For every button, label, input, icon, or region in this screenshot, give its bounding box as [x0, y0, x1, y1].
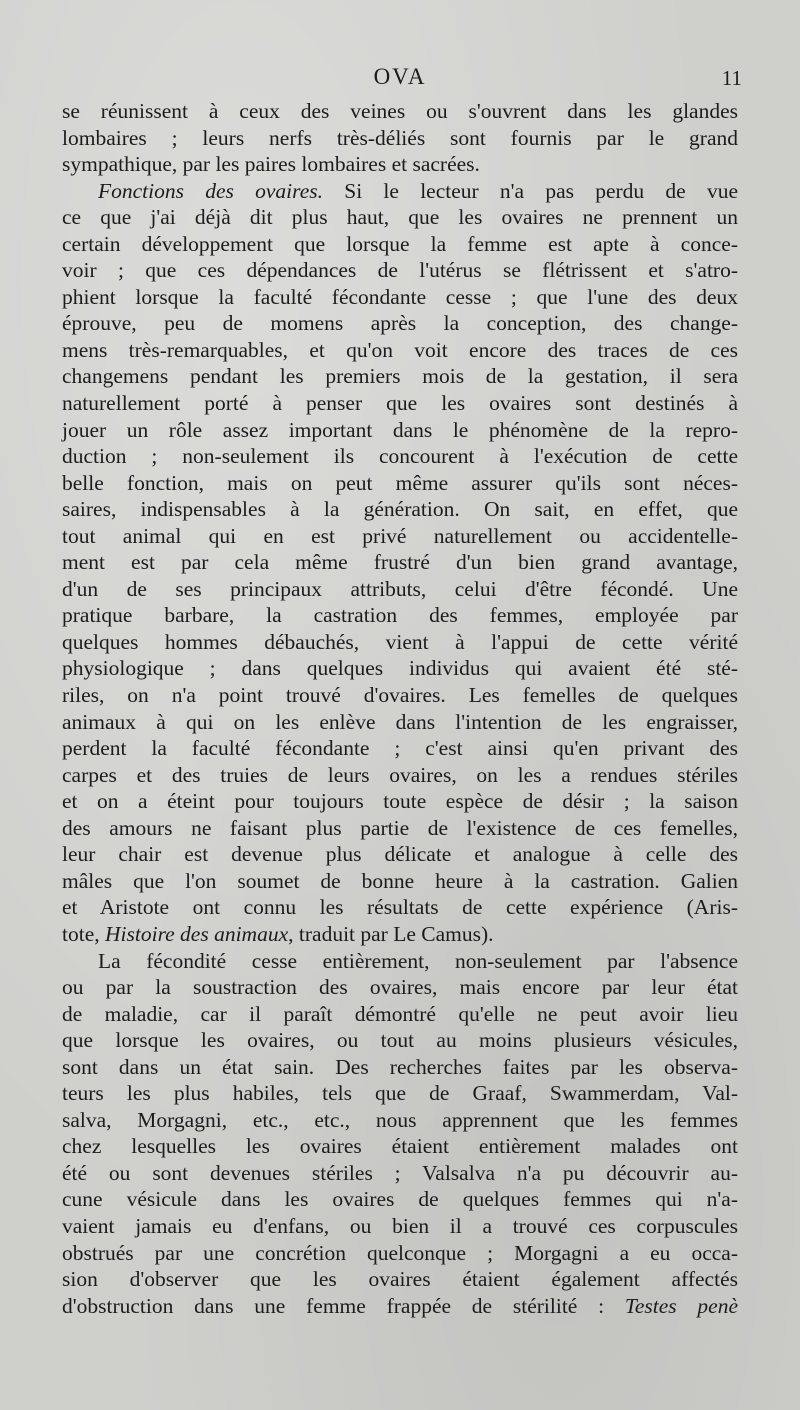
- text-line: été ou sont devenues stériles ; Valsalva n'a pu découvrir au-: [62, 1160, 738, 1185]
- text-line: lombaires ; leurs nerfs très-déliés sont fournis par le grand: [62, 125, 738, 150]
- text-line: La fécondité cesse entièrement, non-seulement par l'absence: [98, 948, 738, 973]
- text-line: éprouve, peu de momens après la conception, des change-: [62, 311, 738, 336]
- text-line: leur chair est devenue plus délicate et analogue à celle des: [62, 842, 738, 867]
- text-line: sont dans un état sain. Des recherches faites par les observa-: [62, 1054, 738, 1079]
- text-line: des amours ne faisant plus partie de l'existence de ces femelles,: [62, 815, 738, 840]
- italic-phrase: Testes penè: [624, 1293, 738, 1318]
- text-line: et Aristote ont connu les résultats de cette expérience (Aris-: [62, 895, 738, 920]
- text-line: d'obstruction dans une femme frappée de stérilité : Testes penè: [62, 1293, 738, 1318]
- text-line: ce que j'ai déjà dit plus haut, que les ovaires ne prennent un: [62, 205, 738, 230]
- text-line: ment est par cela même frustré d'un bien grand avantage,: [62, 550, 738, 575]
- text-line: physiologique ; dans quelques individus qui avaient été sté-: [62, 656, 738, 681]
- text-line: sympathique, par les paires lombaires et sacrées.: [62, 152, 480, 177]
- text-line: que lorsque les ovaires, ou tout au moins plusieurs vésicules,: [62, 1028, 738, 1053]
- text-line: d'un de ses principaux attributs, celui d'être fécondé. Une: [62, 576, 738, 601]
- text-line: teurs les plus habiles, tels que de Graaf, Swammerdam, Val-: [62, 1081, 738, 1106]
- text-line: cune vésicule dans les ovaires de quelques femmes qui n'a-: [62, 1187, 738, 1212]
- text-line: duction ; non-seulement ils concourent à l'exécution de cette: [62, 444, 738, 469]
- text-line: mâles que l'on soumet de bonne heure à la castration. Galien: [62, 868, 738, 893]
- text-line: salva, Morgagni, etc., etc., nous apprennent que les femmes: [62, 1107, 738, 1132]
- text-line: chez lesquelles les ovaires étaient entièrement malades ont: [62, 1134, 738, 1159]
- text-line: de maladie, car il paraît démontré qu'elle ne peut avoir lieu: [62, 1001, 738, 1026]
- text-line: certain développement que lorsque la femme est apte à conce-: [62, 231, 738, 256]
- text-line: phient lorsque la faculté fécondante cesse ; que l'une des deux: [62, 284, 738, 309]
- text-line: tote, Histoire des animaux, traduit par Le Camus).: [62, 921, 494, 946]
- text-line: perdent la faculté fécondante ; c'est ainsi qu'en privant des: [62, 736, 738, 761]
- text-line: naturellement porté à penser que les ovaires sont destinés à: [62, 391, 738, 416]
- text-line: voir ; que ces dépendances de l'utérus se flétrissent et s'atro-: [62, 258, 738, 283]
- text-line: et on a éteint pour toujours toute espèce de désir ; la saison: [62, 789, 738, 814]
- text-line: se réunissent à ceux des veines ou s'ouvrent dans les glandes: [62, 99, 738, 123]
- text-line: animaux à qui on les enlève dans l'intention de les engraisser,: [62, 709, 738, 734]
- text-line: tout animal qui en est privé naturellement ou accidentelle-: [62, 523, 738, 548]
- page-number: 11: [721, 66, 742, 90]
- italic-phrase: Fonctions des ovaires.: [98, 178, 324, 203]
- text-line: sion d'observer que les ovaires étaient également affectés: [62, 1267, 738, 1292]
- text-line: saires, indispensables à la génération. On sait, en effet, que: [62, 497, 738, 522]
- text-line: belle fonction, mais on peut même assurer qu'ils sont néces-: [62, 470, 738, 495]
- italic-phrase: Histoire des animaux: [105, 921, 289, 946]
- text-line: changemens pendant les premiers mois de la gestation, il sera: [62, 364, 738, 389]
- text-line: pratique barbare, la castration des femmes, employée par: [62, 603, 738, 628]
- text-line-section-heading: Fonctions des ovaires. Si le lecteur n'a pas perdu de vue: [98, 178, 738, 203]
- text-line: mens très-remarquables, et qu'on voit encore des traces de ces: [62, 337, 738, 362]
- running-head: [0, 64, 800, 94]
- text-line: obstrués par une concrétion quelconque ; Morgagni a eu occa-: [62, 1240, 738, 1265]
- text-line: vaient jamais eu d'enfans, ou bien il a trouvé ces corpuscules: [62, 1213, 738, 1238]
- text-line: ou par la soustraction des ovaires, mais encore par leur état: [62, 975, 738, 1000]
- text-line: jouer un rôle assez important dans le phénomène de la repro-: [62, 417, 738, 442]
- text-line: quelques hommes débauchés, vient à l'appui de cette vérité: [62, 629, 738, 654]
- text-line: riles, on n'a point trouvé d'ovaires. Les femelles de quelques: [62, 683, 738, 708]
- text-line: carpes et des truies de leurs ovaires, on les a rendues stériles: [62, 762, 738, 787]
- body-text: [62, 98, 738, 1319]
- running-title: OVA: [373, 64, 427, 89]
